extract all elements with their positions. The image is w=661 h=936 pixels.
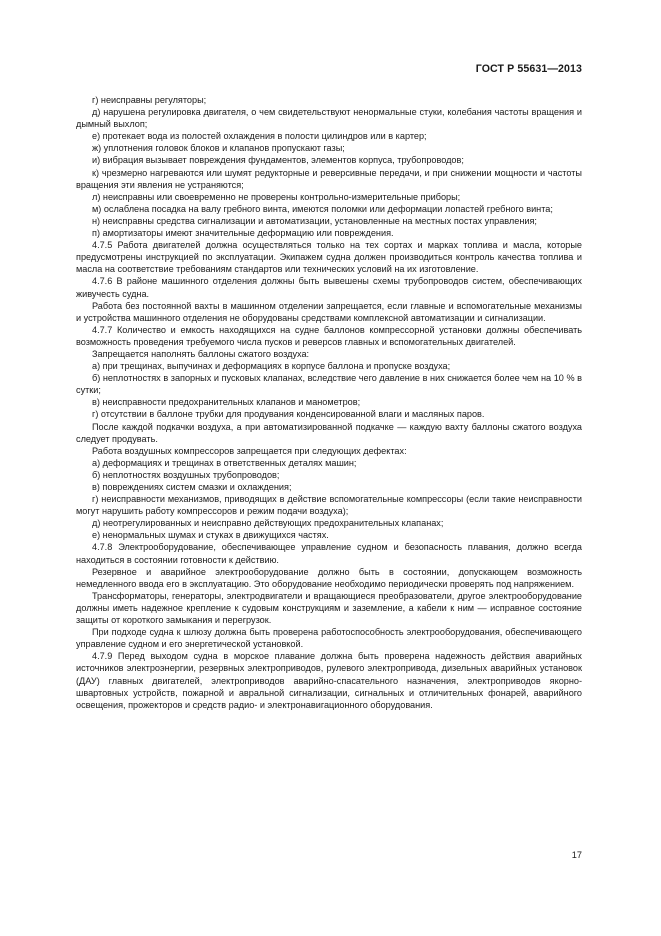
paragraph: 4.7.8 Электрооборудование, обеспечивающее управление судном и безопасность плавания, должно всегда находиться в состоянии готовности к действию.: [76, 542, 582, 565]
paragraph: д) неотрегулированных и неисправно действующих предохранительных клапанах;: [92, 518, 444, 529]
paragraph: При подходе судна к шлюзу должна быть проверена работоспособность электрооборудования, обеспечивающего управление судном и его энергетической установкой.: [76, 627, 582, 650]
paragraph: ж) уплотнения головок блоков и клапанов пропускают газы;: [92, 143, 345, 154]
paragraph: л) неисправны или своевременно не проверены контрольно-измерительные приборы;: [92, 191, 461, 202]
document-body: [76, 94, 582, 711]
paragraph: Работа без постоянной вахты в машинном отделении запрещается, если главные и вспомогательные механизмы и устройства машинного отделения не оборудованы средствами комплексной автоматизации и сигнализации.: [76, 300, 582, 323]
paragraph: г) отсутствии в баллоне трубки для продувания конденсированной влаги и масляных паров.: [92, 409, 485, 420]
paragraph: в) повреждениях систем смазки и охлаждения;: [92, 482, 292, 492]
paragraph: г) неисправны регуляторы;: [92, 95, 207, 105]
paragraph: Трансформаторы, генераторы, электродвигатели и вращающиеся преобразователи, другое электрооборудование должны иметь надежное крепление к судовым конструкциям и заземление, а кабели к ним — исправное состояние защиты от короткого замыкания и перегрузок.: [76, 590, 582, 626]
paragraph: н) неисправны средства сигнализации и автоматизации, установленные на местных постах управления;: [92, 215, 537, 226]
page-number: 17: [571, 850, 582, 860]
paragraph: Резервное и аварийное электрооборудование должно быть в состоянии, допускающем возможность немедленного ввода его в эксплуатацию. Это оборудование необходимо периодически проверять под напряжением.: [76, 566, 582, 589]
paragraph: 4.7.5 Работа двигателей должна осуществляться только на тех сортах и марках топлива и масла, которые предусмотрены инструкцией по эксплуатации. Экипажем судна должен производиться контроль качества топлива и масла на соответствие требованиям стандартов или технических условий на их изготовление.: [76, 240, 582, 275]
paragraph: м) ослаблена посадка на валу гребного винта, имеются поломки или деформации лопастей гребного винта;: [92, 203, 553, 214]
paragraph: д) нарушена регулировка двигателя, о чем свидетельствуют ненормальные стуки, колебания частоты вращения и дымный выхлоп;: [76, 107, 582, 130]
paragraph: в) неисправности предохранительных клапанов и манометров;: [92, 397, 361, 408]
paragraph: и) вибрация вызывает повреждения фундаментов, элементов корпуса, трубопроводов;: [92, 155, 464, 166]
paragraph: г) неисправности механизмов, приводящих в действие вспомогательные компрессоры (если такие неисправности могут нарушить работу компрессоров и режим подачи воздуха);: [76, 494, 582, 517]
paragraph: е) протекает вода из полостей охлаждения в полости цилиндров или в картер;: [92, 131, 427, 142]
document-code: ГОСТ Р 55631—2013: [475, 63, 582, 75]
paragraph: 4.7.9 Перед выходом судна в морское плавание должна быть проверена надежность действия аварийных источников электроэнергии, резервных электроприводов, рулевого электропривода, дизельных аварийных установок (ДАУ) главных двигателей, электроприводов аварийно-спасательного назначения, электроприводов якорно-швартовных устройств, пожарной и авральной сигнализации, сигнальных и отличительных фонарей, аварийного освещения, прожекторов и средств радио- и электронавигационного оборудования.: [76, 651, 582, 710]
paragraph: Запрещается наполнять баллоны сжатого воздуха:: [92, 348, 310, 359]
paragraph: 4.7.6 В районе машинного отделения должны быть вывешены схемы трубопроводов систем, обеспечивающих живучесть судна.: [76, 276, 582, 299]
paragraph: а) при трещинах, выпучинах и деформациях в корпусе баллона и пропуске воздуха;: [92, 361, 451, 372]
paragraph: е) ненормальных шумах и стуках в движущихся частях.: [92, 530, 329, 541]
paragraph: После каждой подкачки воздуха, а при автоматизированной подкачке — каждую вахту баллоны сжатого воздуха следует продувать.: [76, 421, 582, 444]
paragraph: п) амортизаторы имеют значительные деформацию или повреждения.: [92, 228, 394, 239]
paragraph: к) чрезмерно нагреваются или шумят редукторные и реверсивные передачи, и при снижении мощности и частоты вращения эти явления не устраняются;: [76, 167, 582, 190]
paragraph: а) деформациях и трещинах в ответственных деталях машин;: [92, 457, 357, 468]
paragraph: б) неплотностях воздушных трубопроводов;: [92, 469, 280, 480]
paragraph: 4.7.7 Количество и емкость находящихся на судне баллонов компрессорной установки должны обеспечивать возможность проведения требуемого числа пусков и реверсов главных и вспомогательных двигателей.: [76, 324, 582, 347]
paragraph: Работа воздушных компрессоров запрещается при следующих дефектах:: [92, 445, 407, 456]
paragraph: б) неплотностях в запорных и пусковых клапанах, вследствие чего давление в них снижается более чем на 10 % в сутки;: [76, 373, 582, 396]
